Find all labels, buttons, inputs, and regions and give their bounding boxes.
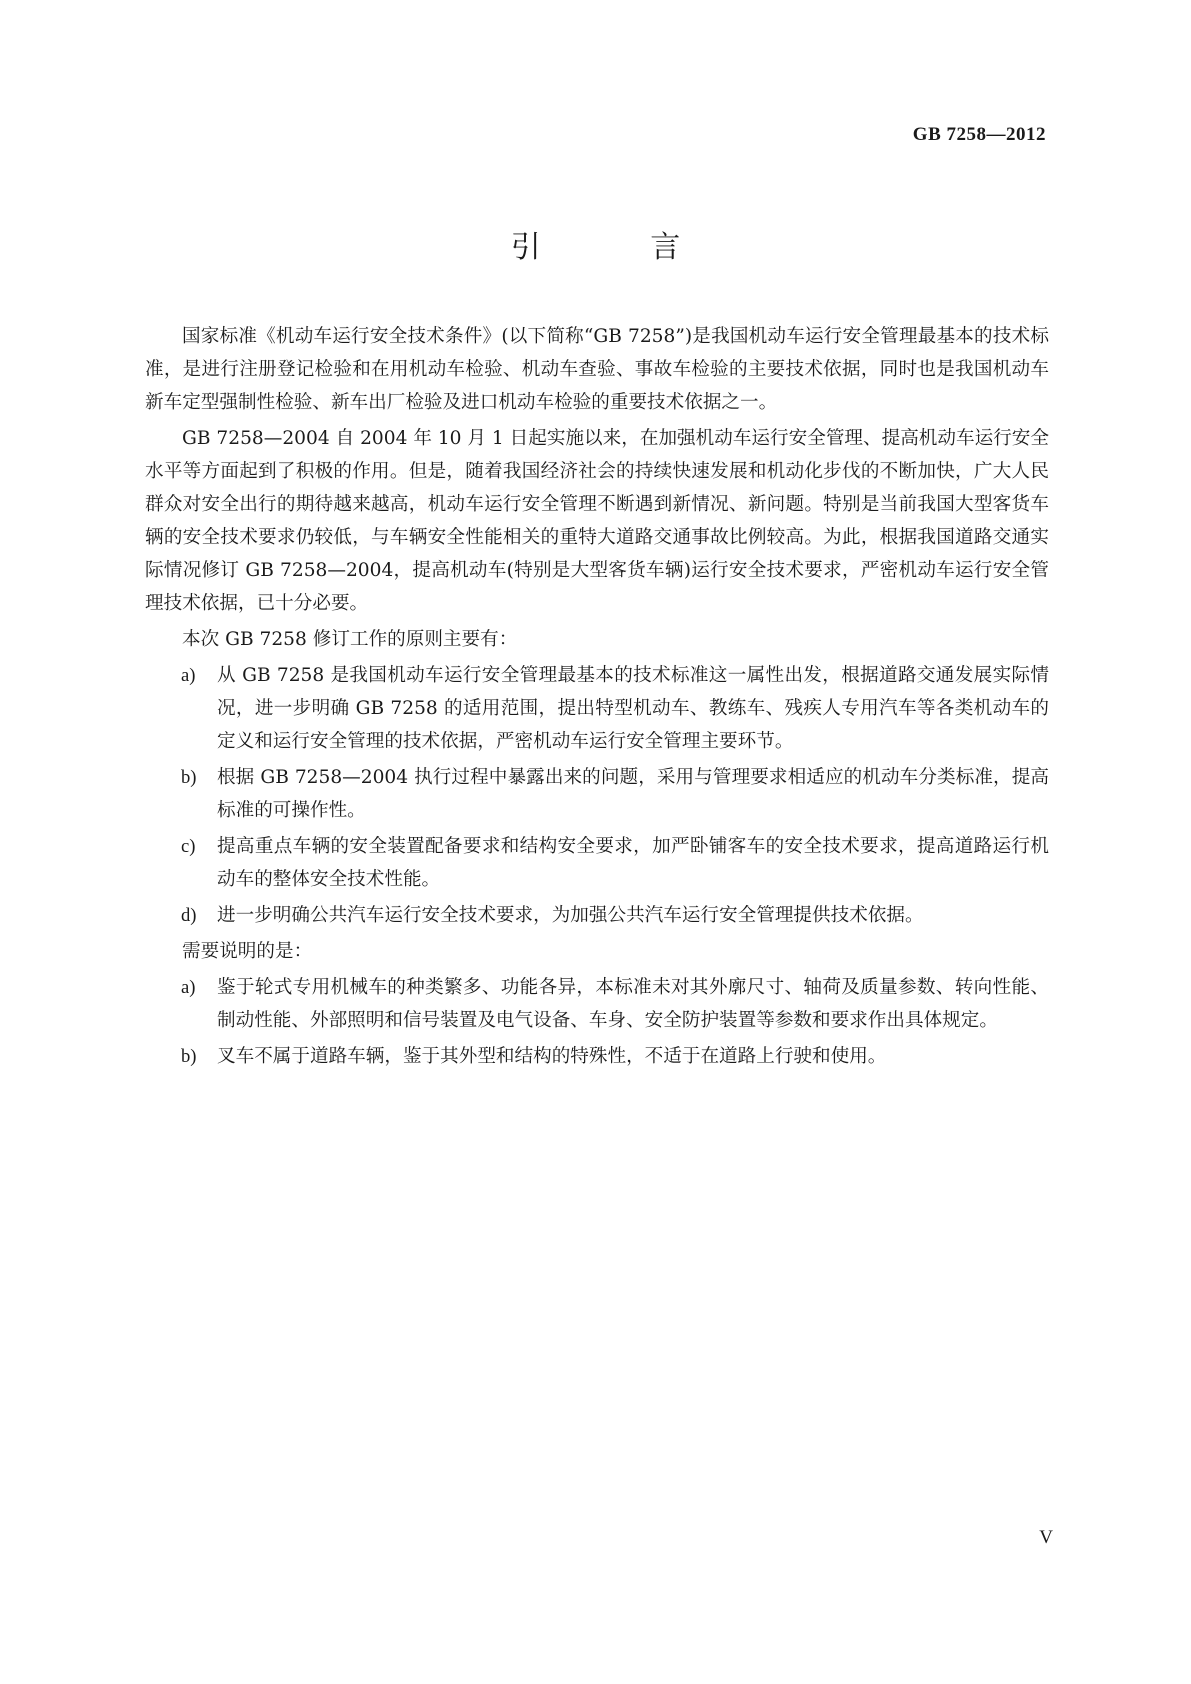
list-item-text: 从 GB 7258 是我国机动车运行安全管理最基本的技术标准这一属性出发，根据道路交通发展实际情况，进一步明确 GB 7258 的适用范围，提出特型机动车、教练车、残疾人专用汽车等各类机动车的定义和运行安全管理的技术依据，严密机动车运行安全管理主要环节。 xyxy=(217,665,1049,752)
list-item-text: 提高重点车辆的安全装置配备要求和结构安全要求，加严卧铺客车的安全技术要求，提高道路运行机动车的整体安全技术性能。 xyxy=(217,836,1049,890)
list-marker: d) xyxy=(181,905,197,926)
principle-item-a xyxy=(145,659,1049,758)
list-marker: c) xyxy=(181,836,196,857)
note-item-b xyxy=(145,1040,1049,1073)
list-item-text: 叉车不属于道路车辆，鉴于其外型和结构的特殊性，不适于在道路上行驶和使用。 xyxy=(217,1046,887,1067)
page-number: V xyxy=(1039,1527,1053,1548)
principle-item-d xyxy=(145,899,1049,932)
standard-code: GB 7258—2012 xyxy=(912,124,1046,145)
principle-item-b xyxy=(145,761,1049,827)
list-marker: a) xyxy=(181,977,196,998)
list-marker: b) xyxy=(181,767,197,788)
list-marker: b) xyxy=(181,1046,197,1067)
intro-paragraph: 国家标准《机动车运行安全技术条件》(以下简称“GB 7258”)是我国机动车运行安全管理最基本的技术标准，是进行注册登记检验和在用机动车检验、机动车查验、事故车检验的主要技术依据，同时也是我国机动车新车定型强制性检验、新车出厂检验及进口机动车检验的重要技术依据之一。 xyxy=(145,326,1049,413)
list-item-text: 鉴于轮式专用机械车的种类繁多、功能各异，本标准未对其外廓尺寸、轴荷及质量参数、转向性能、制动性能、外部照明和信号装置及电气设备、车身、安全防护装置等参数和要求作出具体规定。 xyxy=(217,977,1049,1031)
principle-item-c xyxy=(145,830,1049,896)
document-body xyxy=(145,320,1049,1076)
list-item-text: 进一步明确公共汽车运行安全技术要求，为加强公共汽车运行安全管理提供技术依据。 xyxy=(217,905,924,926)
list-item-text: 根据 GB 7258—2004 执行过程中暴露出来的问题，采用与管理要求相适应的机动车分类标准，提高标准的可操作性。 xyxy=(217,767,1049,821)
list-marker: a) xyxy=(181,665,196,686)
background-paragraph: GB 7258—2004 自 2004 年 10 月 1 日起实施以来，在加强机动车运行安全管理、提高机动车运行安全水平等方面起到了积极的作用。但是，随着我国经济社会的持续快速发展和机动化步伐的不断加快，广大人民群众对安全出行的期待越来越高，机动车运行安全管理不断遇到新情况、新问题。特别是当前我国大型客货车辆的安全技术要求仍较低，与车辆安全性能相关的重特大道路交通事故比例较高。为此，根据我国道路交通实际情况修订 GB 7258—2004，提高机动车(特别是大型客货车辆)运行安全技术要求，严密机动车运行安全管理技术依据，已十分必要。 xyxy=(145,428,1049,614)
notes-heading: 需要说明的是： xyxy=(182,941,313,962)
principles-heading: 本次 GB 7258 修订工作的原则主要有： xyxy=(182,629,518,650)
note-item-a xyxy=(145,971,1049,1037)
page-title: 引 言 xyxy=(510,230,731,265)
